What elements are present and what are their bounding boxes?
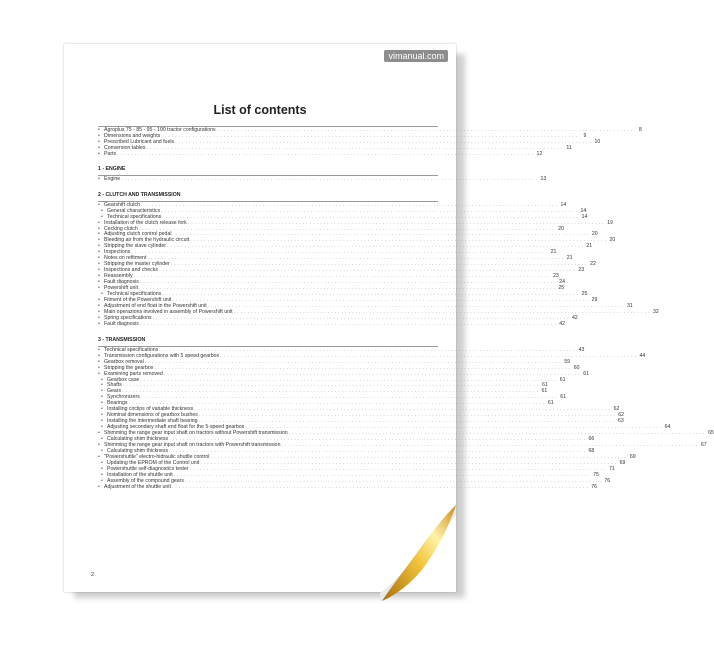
dot-leader: . . . . . . . . . . . . . . . . . . . . . . . . . . . . . . . . . . . . . . . . . . . . . . . . . . . . . . . . . . . . . . . . . . . . . . . . . . . . . . . . . . . . . . . . . . . . . . . . . . . . . . . . . . . . . . . . . . . . . . . .	[187, 219, 604, 226]
entry-page: 9	[583, 132, 587, 139]
entry-title: Agroplus 75 - 85 - 95 - 100 tractor configurations	[104, 127, 216, 133]
entry-title: Calculating shim thickness	[107, 447, 169, 454]
entry-page: 69	[619, 459, 626, 466]
entry-list	[98, 201, 659, 328]
watermark: vimanual.com	[384, 50, 448, 62]
bullet-icon: •	[98, 219, 100, 226]
entry-title: Technical specifications	[107, 291, 162, 298]
entry-page: 20	[558, 225, 564, 232]
entry-title: Cecking clutch	[104, 225, 138, 232]
bullet-icon: •	[98, 285, 100, 292]
entry-page: 22	[590, 261, 596, 268]
entry-title: Installing the intermediate shaft bearing	[107, 418, 198, 425]
bullet-icon: •	[101, 471, 103, 478]
dot-leader: . . . . . . . . . . . . . . . . . . . . . . . . . . . . . . . . . . . . . . . . . . . . . . . . . . . . . . . . . . . . . . . . . . . . . . . . . . . . . . . . . . . . . . . . . . . . . . . . . . . . . . . . . . . . . . . . . . . . . . . .	[162, 213, 579, 220]
entry-title: Fault diagnosis	[104, 320, 139, 327]
entry-page: 68	[588, 447, 595, 454]
entry-page: 63	[617, 418, 624, 425]
dot-leader: . . . . . . . . . . . . . . . . . . . . . . . . . . . . . . . . . . . . . . . . . . . . . . . . . . . . . . . . . . . . . . . . . . . . . . . . . . . . . . . . . . . . . . . . . . . . . . . . . . . . . . . . . . . . . . . . . . . . . . . .	[133, 273, 550, 280]
entry-page: 19	[607, 219, 613, 226]
dot-leader: . . . . . . . . . . . . . . . . . . . . . . . . . . . . . . . . . . . . . . . . . . . . . . . . . . . . . . . . . . . . . . . . . . . . . . . . . . . . . . . . . . . . . . . . . . . . . . . . . . . . . . . . . . . . . . . . . . . . . . . .	[162, 291, 579, 298]
toc-entry[interactable]	[98, 320, 566, 328]
dot-leader: . . . . . . . . . . . . . . . . . . . . . . . . . . . . . . . . . . . . . . . . . . . . . . . . . . . . . . . . . . . . . . . . . . . . . . . . . . . . . . . . . . . . . . . . . . . . . . . . . . . . . . . . . . . . . . . . . . . . . . . .	[185, 477, 602, 484]
bullet-icon: •	[98, 255, 100, 262]
bullet-icon: •	[98, 132, 100, 139]
entry-title: Inspections	[104, 249, 131, 256]
entry-page: 42	[571, 314, 578, 321]
entry-title: Dimensions and weights	[104, 132, 161, 139]
entry-page: 10	[594, 138, 601, 145]
section-heading: 1 - ENGINE	[98, 165, 126, 172]
entry-title: Powershift unit	[104, 285, 139, 292]
bullet-icon: •	[98, 314, 100, 321]
bullet-icon: •	[98, 201, 100, 208]
entry-page: 20	[609, 237, 616, 244]
bullet-icon: •	[98, 483, 100, 490]
dot-leader: . . . . . . . . . . . . . . . . . . . . . . . . . . . . . . . . . . . . . . . . . . . . . . . . . . . . . . . . . . . . . . . . . . . . . . . . . . . . . . . . . . . . . . . . . . . . . . . . . . . . . . . . . . . . . . . . . . . . . . . .	[141, 201, 558, 208]
entry-page: 62	[618, 412, 625, 419]
dot-leader: . . . . . . . . . . . . . . . . . . . . . . . . . . . . . . . . . . . . . . . . . . . . . . . . . . . . . . . . . . . . . . . . . . . . . . . . . . . . . . . . . . . . . . . . . . . . . . . . . . . . . . . . . . . . . . . . . . . . . . . .	[198, 412, 616, 419]
entry-title: "Powershuttle" electro-hidraulic shuttle control	[104, 453, 210, 460]
bullet-icon: •	[98, 150, 100, 157]
toc-section	[98, 126, 642, 158]
entry-title: Shimming the range gear input shaft on tractors without Powershift transmission	[104, 430, 288, 437]
entry-page: 61	[541, 388, 548, 395]
toc-section	[98, 191, 659, 328]
entry-title: Shafts	[107, 382, 122, 389]
dot-leader: . . . . . . . . . . . . . . . . . . . . . . . . . . . . . . . . . . . . . . . . . . . . . . . . . . . . . . . . . . . . . . . . . . . . . . . . . . . . . . . . . . . . . . . . . . . . . . . . . . . . . . . . . . . . . . . . . . . . . . . .	[128, 400, 545, 407]
dot-leader: . . . . . . . . . . . . . . . . . . . . . . . . . . . . . . . . . . . . . . . . . . . . . . . . . . . . . . . . . . . . . . . . . . . . . . . . . . . . . . . . . . . . . . . . . . . . . . . . . . . . . . . . . . . . . . . . . . . . . . . .	[161, 207, 578, 214]
entry-title: Reassembly	[104, 273, 133, 280]
dot-leader: . . . . . . . . . . . . . . . . . . . . . . . . . . . . . . . . . . . . . . . . . . . . . . . . . . . . . . . . . . . . . . . . . . . . . . . . . . . . . . . . . . . . . . . . . . . . . . . . . . . . . . . . . . . . . . . . . . . . . . . .	[245, 424, 662, 431]
entry-page: 24	[559, 279, 566, 286]
dot-leader: . . . . . . . . . . . . . . . . . . . . . . . . . . . . . . . . . . . . . . . . . . . . . . . . . . . . . . . . . . . . . . . . . . . . . . . . . . . . . . . . . . . . . . . . . . . . . . . . . . . . . . . . . . . . . . . . . . . . . . . .	[200, 459, 617, 466]
toc-entry[interactable]	[98, 483, 598, 491]
entry-page: 8	[638, 127, 642, 133]
entry-page: 14	[581, 213, 588, 220]
bullet-icon: •	[101, 412, 103, 419]
bullet-icon: •	[98, 273, 100, 280]
toc-entry[interactable]	[98, 150, 543, 158]
bullet-icon: •	[101, 382, 103, 389]
dot-leader: . . . . . . . . . . . . . . . . . . . . . . . . . . . . . . . . . . . . . . . . . . . . . . . . . . . . . . . . . . . . . . . . . . . . . . . . . . . . . . . . . . . . . . . . . . . . . . . . . . . . . . . . . . . . . . . . . . . . . . . .	[220, 352, 637, 359]
dot-leader: . . . . . . . . . . . . . . . . . . . . . . . . . . . . . . . . . . . . . . . . . . . . . . . . . . . . . . . . . . . . . . . . . . . . . . . . . . . . . . . . . . . . . . . . . . . . . . . . . . . . . . . . . . . . . . . . . . . . . . . .	[171, 483, 589, 490]
bullet-icon: •	[98, 144, 100, 151]
dot-leader: . . . . . . . . . . . . . . . . . . . . . . . . . . . . . . . . . . . . . . . . . . . . . . . . . . . . . . . . . . . . . . . . . . . . . . . . . . . . . . . . . . . . . . . . . . . . . . . . . . . . . . . . . . . . . . . . . . . . . . . .	[152, 314, 569, 321]
entry-page: 14	[580, 207, 587, 214]
dot-leader: . . . . . . . . . . . . . . . . . . . . . . . . . . . . . . . . . . . . . . . . . . . . . . . . . . . . . . . . . . . . . . . . . . . . . . . . . . . . . . . . . . . . . . . . . . . . . . . . . . . . . . . . . . . . . . . . . . . . . . . .	[194, 406, 611, 413]
dot-leader: . . . . . . . . . . . . . . . . . . . . . . . . . . . . . . . . . . . . . . . . . . . . . . . . . . . . . . . . . . . . . . . . . . . . . . . . . . . . . . . . . . . . . . . . . . . . . . . . . . . . . . . . . . . . . . . . . . . . . . . .	[281, 441, 698, 448]
dot-leader: . . . . . . . . . . . . . . . . . . . . . . . . . . . . . . . . . . . . . . . . . . . . . . . . . . . . . . . . . . . . . . . . . . . . . . . . . . . . . . . . . . . . . . . . . . . . . . . . . . . . . . . . . . . . . . . . . . . . . . . .	[175, 138, 592, 145]
bullet-icon: •	[101, 424, 103, 431]
bullet-icon: •	[101, 477, 103, 484]
dot-leader: . . . . . . . . . . . . . . . . . . . . . . . . . . . . . . . . . . . . . . . . . . . . . . . . . . . . . . . . . . . . . . . . . . . . . . . . . . . . . . . . . . . . . . . . . . . . . . . . . . . . . . . . . . . . . . . . . . . . . . . .	[147, 255, 564, 262]
dot-leader: . . . . . . . . . . . . . . . . . . . . . . . . . . . . . . . . . . . . . . . . . . . . . . . . . . . . . . . . . . . . . . . . . . . . . . . . . . . . . . . . . . . . . . . . . . . . . . . . . . . . . . . . . . . . . . . . . . . . . . . .	[233, 308, 650, 315]
bullet-icon: •	[101, 376, 103, 383]
bullet-icon: •	[101, 459, 103, 466]
bullet-icon: •	[98, 267, 100, 274]
entry-page: 29	[591, 296, 598, 303]
bullet-icon: •	[98, 237, 100, 244]
entry-page: 61	[547, 400, 554, 407]
entry-title: Stripping the master cylinder	[104, 261, 170, 268]
dot-leader: . . . . . . . . . . . . . . . . . . . . . . . . . . . . . . . . . . . . . . . . . . . . . . . . . . . . . . . . . . . . . . . . . . . . . . . . . . . . . . . . . . . . . . . . . . . . . . . . . . . . . . . . . . . . . . . . . . . . . . . .	[210, 453, 627, 460]
dot-leader: . . . . . . . . . . . . . . . . . . . . . . . . . . . . . . . . . . . . . . . . . . . . . . . . . . . . . . . . . . . . . . . . . . . . . . . . . . . . . . . . . . . . . . . . . . . . . . . . . . . . . . . . . . . . . . . . . . . . . . . .	[190, 237, 607, 244]
entry-page: 59	[564, 358, 570, 365]
entry-page: 61	[560, 394, 567, 401]
entry-title: Synchronizers	[107, 394, 140, 401]
bullet-icon: •	[101, 406, 103, 413]
bullet-icon: •	[98, 358, 100, 365]
entry-title: Adjustment of the shuttle unit	[104, 483, 171, 490]
entry-title: Bleeding air from the hydraulic circuit	[104, 237, 190, 244]
bullet-icon: •	[98, 346, 100, 353]
entry-page: 67	[700, 441, 707, 448]
bullet-icon: •	[98, 175, 100, 182]
entry-title: Installation of the shuttle unit	[107, 471, 173, 478]
dot-leader: . . . . . . . . . . . . . . . . . . . . . . . . . . . . . . . . . . . . . . . . . . . . . . . . . . . . . . . . . . . . . . . . . . . . . . . . . . . . . . . . . . . . . . . . . . . . . . . . . . . . . . . . . . . . . . . . . . . . . . . .	[167, 243, 584, 250]
entry-page: 12	[536, 150, 543, 157]
entry-title: Adjusting secondary shaft end float for the 5-speed gearbox	[107, 424, 245, 431]
entry-title: Bearings	[107, 400, 128, 407]
page-title: List of contents	[213, 103, 307, 117]
bullet-icon: •	[98, 249, 100, 256]
entry-page: 64	[664, 424, 671, 431]
bullet-icon: •	[98, 352, 100, 359]
entry-title: Fault diagnosis	[104, 279, 139, 286]
entry-page: 44	[639, 352, 646, 359]
dot-leader: . . . . . . . . . . . . . . . . . . . . . . . . . . . . . . . . . . . . . . . . . . . . . . . . . . . . . . . . . . . . . . . . . . . . . . . . . . . . . . . . . . . . . . . . . . . . . . . . . . . . . . . . . . . . . . . . . . . . . . . .	[172, 296, 589, 303]
entry-title: Examining parts removed	[104, 370, 163, 377]
bullet-icon: •	[98, 441, 100, 448]
dot-leader: . . . . . . . . . . . . . . . . . . . . . . . . . . . . . . . . . . . . . . . . . . . . . . . . . . . . . . . . . . . . . . . . . . . . . . . . . . . . . . . . . . . . . . . . . . . . . . . . . . . . . . . . . . . . . . . . . . . . . . . .	[122, 382, 539, 389]
entry-list	[98, 175, 547, 183]
entry-page: 14	[560, 201, 567, 208]
table-of-contents	[98, 126, 714, 491]
entry-page: 25	[558, 285, 565, 292]
entry-page: 69	[629, 453, 636, 460]
dot-leader: . . . . . . . . . . . . . . . . . . . . . . . . . . . . . . . . . . . . . . . . . . . . . . . . . . . . . . . . . . . . . . . . . . . . . . . . . . . . . . . . . . . . . . . . . . . . . . . . . . . . . . . . . . . . . . . . . . . . . . . .	[173, 471, 590, 478]
dot-leader: . . . . . . . . . . . . . . . . . . . . . . . . . . . . . . . . . . . . . . . . . . . . . . . . . . . . . . . . . . . . . . . . . . . . . . . . . . . . . . . . . . . . . . . . . . . . . . . . . . . . . . . . . . . . . . . . . . . . . . . .	[140, 376, 557, 383]
entry-page: 66	[588, 436, 595, 443]
entry-page: 25	[581, 291, 588, 298]
dot-leader: . . . . . . . . . . . . . . . . . . . . . . . . . . . . . . . . . . . . . . . . . . . . . . . . . . . . . . . . . . . . . . . . . . . . . . . . . . . . . . . . . . . . . . . . . . . . . . . . . . . . . . . . . . . . . . . . . . . . . . . .	[140, 394, 558, 401]
section-heading: 3 - TRANSMISSION	[98, 336, 146, 343]
bullet-icon: •	[98, 430, 100, 437]
entry-page: 23	[552, 273, 559, 280]
entry-page: 20	[591, 231, 598, 238]
bullet-icon: •	[98, 127, 100, 133]
entry-page: 31	[627, 302, 633, 309]
dot-leader: . . . . . . . . . . . . . . . . . . . . . . . . . . . . . . . . . . . . . . . . . . . . . . . . . . . . . . . . . . . . . . . . . . . . . . . . . . . . . . . . . . . . . . . . . . . . . . . . . . . . . . . . . . . . . . . . . . . . . . . .	[288, 430, 705, 437]
dot-leader: . . . . . . . . . . . . . . . . . . . . . . . . . . . . . . . . . . . . . . . . . . . . . . . . . . . . . . . . . . . . . . . . . . . . . . . . . . . . . . . . . . . . . . . . . . . . . . . . . . . . . . . . . . . . . . . . . . . . . . . .	[163, 370, 580, 377]
bullet-icon: •	[98, 302, 100, 309]
entry-page: 75	[593, 471, 599, 478]
bullet-icon: •	[101, 418, 103, 425]
dot-leader: . . . . . . . . . . . . . . . . . . . . . . . . . . . . . . . . . . . . . . . . . . . . . . . . . . . . . . . . . . . . . . . . . . . . . . . . . . . . . . . . . . . . . . . . . . . . . . . . . . . . . . . . . . . . . . . . . . . . . . . .	[169, 447, 586, 454]
entry-title: Adjusting clutch control pedal	[104, 231, 172, 238]
bullet-icon: •	[98, 320, 100, 327]
entry-title: General characteristics	[107, 207, 161, 214]
entry-title: Gearshift clutch	[104, 201, 141, 208]
dot-leader: . . . . . . . . . . . . . . . . . . . . . . . . . . . . . . . . . . . . . . . . . . . . . . . . . . . . . . . . . . . . . . . . . . . . . . . . . . . . . . . . . . . . . . . . . . . . . . . . . . . . . . . . . . . . . . . . . . . . . . . .	[144, 358, 561, 365]
entry-title: Inspections and checks	[104, 267, 158, 274]
entry-title: Transmission configurations with 5 speed gearbox	[104, 352, 220, 359]
entry-title: Installing circlips of variable thickness	[107, 406, 194, 413]
page-number: 2	[91, 572, 95, 578]
bullet-icon: •	[98, 138, 100, 145]
entry-page: 61	[583, 370, 589, 377]
entry-title: Powershuttle self-diagnostics tester	[107, 465, 189, 472]
bullet-icon: •	[98, 364, 100, 371]
bullet-icon: •	[98, 243, 100, 250]
entry-list	[98, 126, 642, 158]
entry-list	[98, 346, 714, 491]
entry-page: 21	[566, 255, 573, 262]
dot-leader: . . . . . . . . . . . . . . . . . . . . . . . . . . . . . . . . . . . . . . . . . . . . . . . . . . . . . . . . . . . . . . . . . . . . . . . . . . . . . . . . . . . . . . . . . . . . . . . . . . . . . . . . . . . . . . . . . . . . . . . .	[161, 132, 578, 139]
entry-page: 62	[613, 406, 620, 413]
dot-leader: . . . . . . . . . . . . . . . . . . . . . . . . . . . . . . . . . . . . . . . . . . . . . . . . . . . . . . . . . . . . . . . . . . . . . . . . . . . . . . . . . . . . . . . . . . . . . . . . . . . . . . . . . . . . . . . . . . . . . . . .	[131, 249, 548, 256]
dot-leader: . . . . . . . . . . . . . . . . . . . . . . . . . . . . . . . . . . . . . . . . . . . . . . . . . . . . . . . . . . . . . . . . . . . . . . . . . . . . . . . . . . . . . . . . . . . . . . . . . . . . . . . . . . . . . . . . . . . . . . . .	[117, 150, 534, 157]
dot-leader: . . . . . . . . . . . . . . . . . . . . . . . . . . . . . . . . . . . . . . . . . . . . . . . . . . . . . . . . . . . . . . . . . . . . . . . . . . . . . . . . . . . . . . . . . . . . . . . . . . . . . . . . . . . . . . . . . . . . . . . .	[159, 346, 576, 353]
dot-leader: . . . . . . . . . . . . . . . . . . . . . . . . . . . . . . . . . . . . . . . . . . . . . . . . . . . . . . . . . . . . . . . . . . . . . . . . . . . . . . . . . . . . . . . . . . . . . . . . . . . . . . . . . . . . . . . . . . . . . . . .	[198, 418, 615, 425]
entry-page: 76	[591, 483, 598, 490]
bullet-icon: •	[101, 400, 103, 407]
bullet-icon: •	[101, 213, 103, 220]
dot-leader: . . . . . . . . . . . . . . . . . . . . . . . . . . . . . . . . . . . . . . . . . . . . . . . . . . . . . . . . . . . . . . . . . . . . . . . . . . . . . . . . . . . . . . . . . . . . . . . . . . . . . . . . . . . . . . . . . . . . . . . .	[139, 320, 557, 327]
entry-page: 11	[566, 144, 572, 151]
bullet-icon: •	[98, 261, 100, 268]
page-curl-icon	[380, 505, 456, 605]
bullet-icon: •	[98, 370, 100, 377]
dot-leader: . . . . . . . . . . . . . . . . . . . . . . . . . . . . . . . . . . . . . . . . . . . . . . . . . . . . . . . . . . . . . . . . . . . . . . . . . . . . . . . . . . . . . . . . . . . . . . . . . . . . . . . . . . . . . . . . . . . . . . . .	[207, 302, 624, 309]
dot-leader: . . . . . . . . . . . . . . . . . . . . . . . . . . . . . . . . . . . . . . . . . . . . . . . . . . . . . . . . . . . . . . . . . . . . . . . . . . . . . . . . . . . . . . . . . . . . . . . . . . . . . . . . . . . . . . . . . . . . . . . .	[169, 436, 586, 443]
dot-leader: . . . . . . . . . . . . . . . . . . . . . . . . . . . . . . . . . . . . . . . . . . . . . . . . . . . . . . . . . . . . . . . . . . . . . . . . . . . . . . . . . . . . . . . . . . . . . . . . . . . . . . . . . . . . . . . . . . . . . . . .	[189, 465, 606, 472]
dot-leader: . . . . . . . . . . . . . . . . . . . . . . . . . . . . . . . . . . . . . . . . . . . . . . . . . . . . . . . . . . . . . . . . . . . . . . . . . . . . . . . . . . . . . . . . . . . . . . . . . . . . . . . . . . . . . . . . . . . . . . . .	[146, 144, 563, 151]
bullet-icon: •	[101, 447, 103, 454]
bullet-icon: •	[101, 291, 103, 298]
dot-leader: . . . . . . . . . . . . . . . . . . . . . . . . . . . . . . . . . . . . . . . . . . . . . . . . . . . . . . . . . . . . . . . . . . . . . . . . . . . . . . . . . . . . . . . . . . . . . . . . . . . . . . . . . . . . . . . . . . . . . . . .	[154, 364, 571, 371]
entry-title: Notes on refitment	[104, 255, 147, 262]
bullet-icon: •	[98, 453, 100, 460]
entry-title: Spring specifications	[104, 314, 152, 321]
entry-title: Calculating shim thickness	[107, 436, 169, 443]
entry-page: 23	[578, 267, 585, 274]
entry-title: Stripping the gearbox	[104, 364, 154, 371]
entry-page: 61	[559, 376, 566, 383]
bullet-icon: •	[98, 225, 100, 232]
entry-page: 32	[653, 308, 659, 315]
dot-leader: . . . . . . . . . . . . . . . . . . . . . . . . . . . . . . . . . . . . . . . . . . . . . . . . . . . . . . . . . . . . . . . . . . . . . . . . . . . . . . . . . . . . . . . . . . . . . . . . . . . . . . . . . . . . . . . . . . . . . . . .	[158, 267, 576, 274]
bullet-icon: •	[98, 296, 100, 303]
entry-title: Nominal dimensions of gearbox bushes	[107, 412, 198, 419]
bullet-icon: •	[101, 388, 103, 395]
entry-title: Engine	[104, 175, 121, 182]
entry-title: Installation of the clutch release fork	[104, 219, 187, 226]
dot-leader: . . . . . . . . . . . . . . . . . . . . . . . . . . . . . . . . . . . . . . . . . . . . . . . . . . . . . . . . . . . . . . . . . . . . . . . . . . . . . . . . . . . . . . . . . . . . . . . . . . . . . . . . . . . . . . . . . . . . . . . .	[122, 388, 539, 395]
entry-page: 42	[559, 320, 566, 327]
entry-title: Stripping the slave cylinder	[104, 243, 166, 250]
section-heading: 2 - CLUTCH AND TRANSMISSION	[98, 191, 181, 198]
entry-title: Gears	[107, 388, 122, 395]
entry-page: 21	[586, 243, 593, 250]
dot-leader: . . . . . . . . . . . . . . . . . . . . . . . . . . . . . . . . . . . . . . . . . . . . . . . . . . . . . . . . . . . . . . . . . . . . . . . . . . . . . . . . . . . . . . . . . . . . . . . . . . . . . . . . . . . . . . . . . . . . . . . .	[170, 261, 587, 268]
bullet-icon: •	[101, 465, 103, 472]
bullet-icon: •	[101, 207, 103, 214]
dot-leader: . . . . . . . . . . . . . . . . . . . . . . . . . . . . . . . . . . . . . . . . . . . . . . . . . . . . . . . . . . . . . . . . . . . . . . . . . . . . . . . . . . . . . . . . . . . . . . . . . . . . . . . . . . . . . . . . . . . . . . . .	[138, 225, 555, 232]
entry-page: 76	[604, 477, 611, 484]
entry-title: Updating the EPROM of the Control unit	[107, 459, 200, 466]
toc-entry[interactable]	[98, 175, 547, 183]
entry-title: Main operazions involved in assembly of Powershift unit	[104, 308, 233, 315]
entry-title: Fitment of the Powershift unit	[104, 296, 172, 303]
toc-section	[98, 336, 714, 491]
entry-title: Prescribed Lubricant and fuels	[104, 138, 175, 145]
entry-title: Gearbox case	[107, 376, 140, 383]
entry-page: 61	[542, 382, 548, 389]
entry-page: 60	[573, 364, 580, 371]
bullet-icon: •	[98, 279, 100, 286]
bullet-icon: •	[98, 308, 100, 315]
bullet-icon: •	[101, 394, 103, 401]
bullet-icon: •	[98, 231, 100, 238]
bullet-icon: •	[101, 436, 103, 443]
dot-leader: . . . . . . . . . . . . . . . . . . . . . . . . . . . . . . . . . . . . . . . . . . . . . . . . . . . . . . . . . . . . . . . . . . . . . . . . . . . . . . . . . . . . . . . . . . . . . . . . . . . . . . . . . . . . . . . . . . . . . . . .	[172, 231, 589, 238]
entry-page: 21	[550, 249, 557, 256]
dot-leader: . . . . . . . . . . . . . . . . . . . . . . . . . . . . . . . . . . . . . . . . . . . . . . . . . . . . . . . . . . . . . . . . . . . . . . . . . . . . . . . . . . . . . . . . . . . . . . . . . . . . . . . . . . . . . . . . . . . . . . . .	[139, 279, 557, 286]
entry-title: Technical specifications	[104, 346, 159, 353]
entry-page: 43	[578, 346, 585, 353]
dot-leader: . . . . . . . . . . . . . . . . . . . . . . . . . . . . . . . . . . . . . . . . . . . . . . . . . . . . . . . . . . . . . . . . . . . . . . . . . . . . . . . . . . . . . . . . . . . . . . . . . . . . . . . . . . . . . . . . . . . . . . . .	[139, 285, 556, 292]
dot-leader: . . . . . . . . . . . . . . . . . . . . . . . . . . . . . . . . . . . . . . . . . . . . . . . . . . . . . . . . . . . . . . . . . . . . . . . . . . . . . . . . . . . . . . . . . . . . . . . . . . . . . . . . . . . . . . . . . . . . . . . .	[121, 175, 538, 182]
entry-page: 71	[609, 465, 615, 472]
entry-page: 65	[708, 430, 714, 437]
entry-page: 13	[540, 175, 547, 182]
entry-title: Assembly of the compound gears	[107, 477, 184, 484]
toc-section	[98, 165, 547, 183]
dot-leader: . . . . . . . . . . . . . . . . . . . . . . . . . . . . . . . . . . . . . . . . . . . . . . . . . . . . . . . . . . . . . . . . . . . . . . . . . . . . . . . . . . . . . . . . . . . . . . . . . . . . . . . . . . . . . . . . . . . . . . . .	[216, 127, 633, 133]
entry-title: Conversion tables	[104, 144, 146, 151]
entry-title: Adjustment of end float in the Powershift unit	[104, 302, 207, 309]
entry-title: Technical specifications	[107, 213, 162, 220]
entry-title: Parts	[104, 150, 117, 157]
entry-title: Shimming the range gear input shaft on tractors with Powershift transmission	[104, 441, 281, 448]
entry-title: Gearbox removal	[104, 358, 144, 365]
